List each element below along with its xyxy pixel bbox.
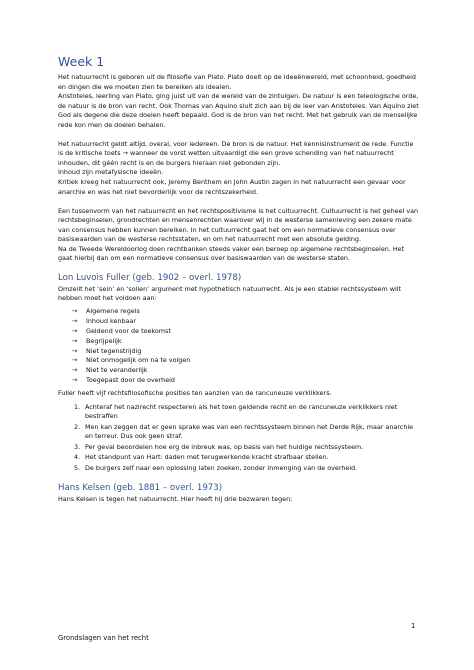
page-number: 1	[411, 622, 416, 630]
arrow-icon: →	[72, 316, 78, 325]
paragraph: Fuller heeft vijf rechtsfilosofische posities ten aanzien van de rancuneuze verklikkers.	[58, 389, 332, 398]
list-item: → Geldend voor de toekomst	[72, 326, 171, 335]
list-item: 4. Het standpunt van Hart: daden met terugwerkende kracht strafbaar stellen.	[74, 453, 329, 462]
list-item: → Toegepast door de overheid	[72, 376, 175, 385]
paragraph: Kritiek kreeg het natuurrecht ook, Jeremy Benthem en John Austin zagen in het natuurrecht een gevaar voor anarchie en was het niet bevorderlijk voor de rechtszekerheid.	[58, 177, 406, 196]
list-item: → Algemene regels	[72, 306, 140, 315]
list-item: → Niet te veranderlijk	[72, 366, 148, 375]
arrow-icon: →	[72, 376, 78, 385]
page-heading: Week 1	[58, 54, 105, 69]
list-item: 5. De burgers zelf naar een oplossing laten zoeken, zonder inmenging van de overheid.	[74, 464, 358, 473]
paragraph: Na de Tweede Wereldoorlog doen rechtbanken steeds vaker een beroep op algemene rechtsbeginselen. Het gaat hierbij dan om een normatieve consensus over basiswaarden van de westerse staten.	[58, 244, 405, 263]
section-heading-fuller: Lon Luvois Fuller (geb. 1902 – overl. 1978)	[58, 272, 242, 283]
positions-list	[58, 403, 420, 474]
document-page	[58, 54, 420, 504]
list-item: → Inhoud kenbaar	[72, 316, 137, 325]
arrow-icon: →	[72, 336, 78, 345]
requirements-list	[58, 307, 420, 386]
list-item: → Niet tegenstrijdig	[72, 346, 142, 355]
paragraph: Hans Kelsen is tegen het natuurrecht. Hier heeft hij drie bezwaren tegen;	[58, 494, 293, 503]
paragraph: Het natuurrecht geldt altijd, overal, voor iedereen. De bron is de natuur. Het kennisinstrument de rede. Functie is de kritische toets → wanneer de vorst wetten uitvaardigt die een grove schending van het natuurrecht inhouden, dit géén recht is en de burgers hieraan niet gebonden zijn.	[58, 139, 414, 167]
list-item: 2. Men kan zeggen dat er geen sprake was van een rechtssysteem binnen het Derde Rijk, maar anarchie en terreur. Dus ook geen straf.	[74, 422, 414, 441]
paragraph: Een tussenvorm van het natuurrecht en het rechtspositivisme is het cultuurrecht. Cultuurrecht is het geheel van rechtsbeginselen, grondrechten en mensenrechten waarover wij in de westerse samenleving een zekere mate van consensus hebben kunnen bereiken. In het cultuurrecht gaat het om een normatieve consensus over basiswaarden van de westerse rechtsstaten, en om het natuurrecht met een absolute gelding.	[58, 206, 419, 244]
paragraph: Omzeilt het ‘sein’ en ‘sollen’ argument met hypothetisch natuurrecht. Als je een stabiel rechtssysteem wilt hebben moet het voldoen aan:	[58, 284, 401, 303]
arrow-icon: →	[72, 326, 78, 335]
page-footer: Grondslagen van het recht	[58, 634, 149, 642]
arrow-icon: →	[72, 356, 78, 365]
arrow-icon: →	[72, 346, 78, 355]
list-item: → Begrijpelijk	[72, 336, 122, 345]
paragraph: Aristoteles, leerling van Plato, ging juist uit van de wereld van de zintuigen. De natuur is een teleologische orde, de natuur is de bron van recht. Ook Thomas van Aquino sluit zich aan bij de leer van Aristoteles. Van Aquino ziet God als degene die deze doelen heeft bepaald. God is de bron van het recht. Met het gebruik van de menselijke rede kon men de doelen behalen.	[58, 92, 419, 129]
list-item: → Niet onmogelijk om na te volgen	[72, 356, 191, 365]
arrow-icon: →	[72, 306, 78, 315]
list-item: 1. Achteraf het nazirecht respecteren als het toen geldende recht en de rancuneuze verklikkers niet bestraffen	[74, 402, 398, 421]
paragraph: Inhoud zijn metafysische ideeën.	[58, 168, 164, 177]
paragraph: Het natuurrecht is geboren uit de filosofie van Plato. Plato doelt op de ideeënwereld, met schoonheid, goedheid en dingen die we moeten zien te bereiken als idealen.	[58, 73, 416, 91]
section-heading-kelsen: Hans Kelsen (geb. 1881 – overl. 1973)	[58, 482, 223, 493]
list-item: 3. Per geval beoordelen hoe erg de inbreuk was, op basis van het huidige rechtssysteem.	[74, 442, 364, 451]
arrow-icon: →	[72, 366, 78, 375]
